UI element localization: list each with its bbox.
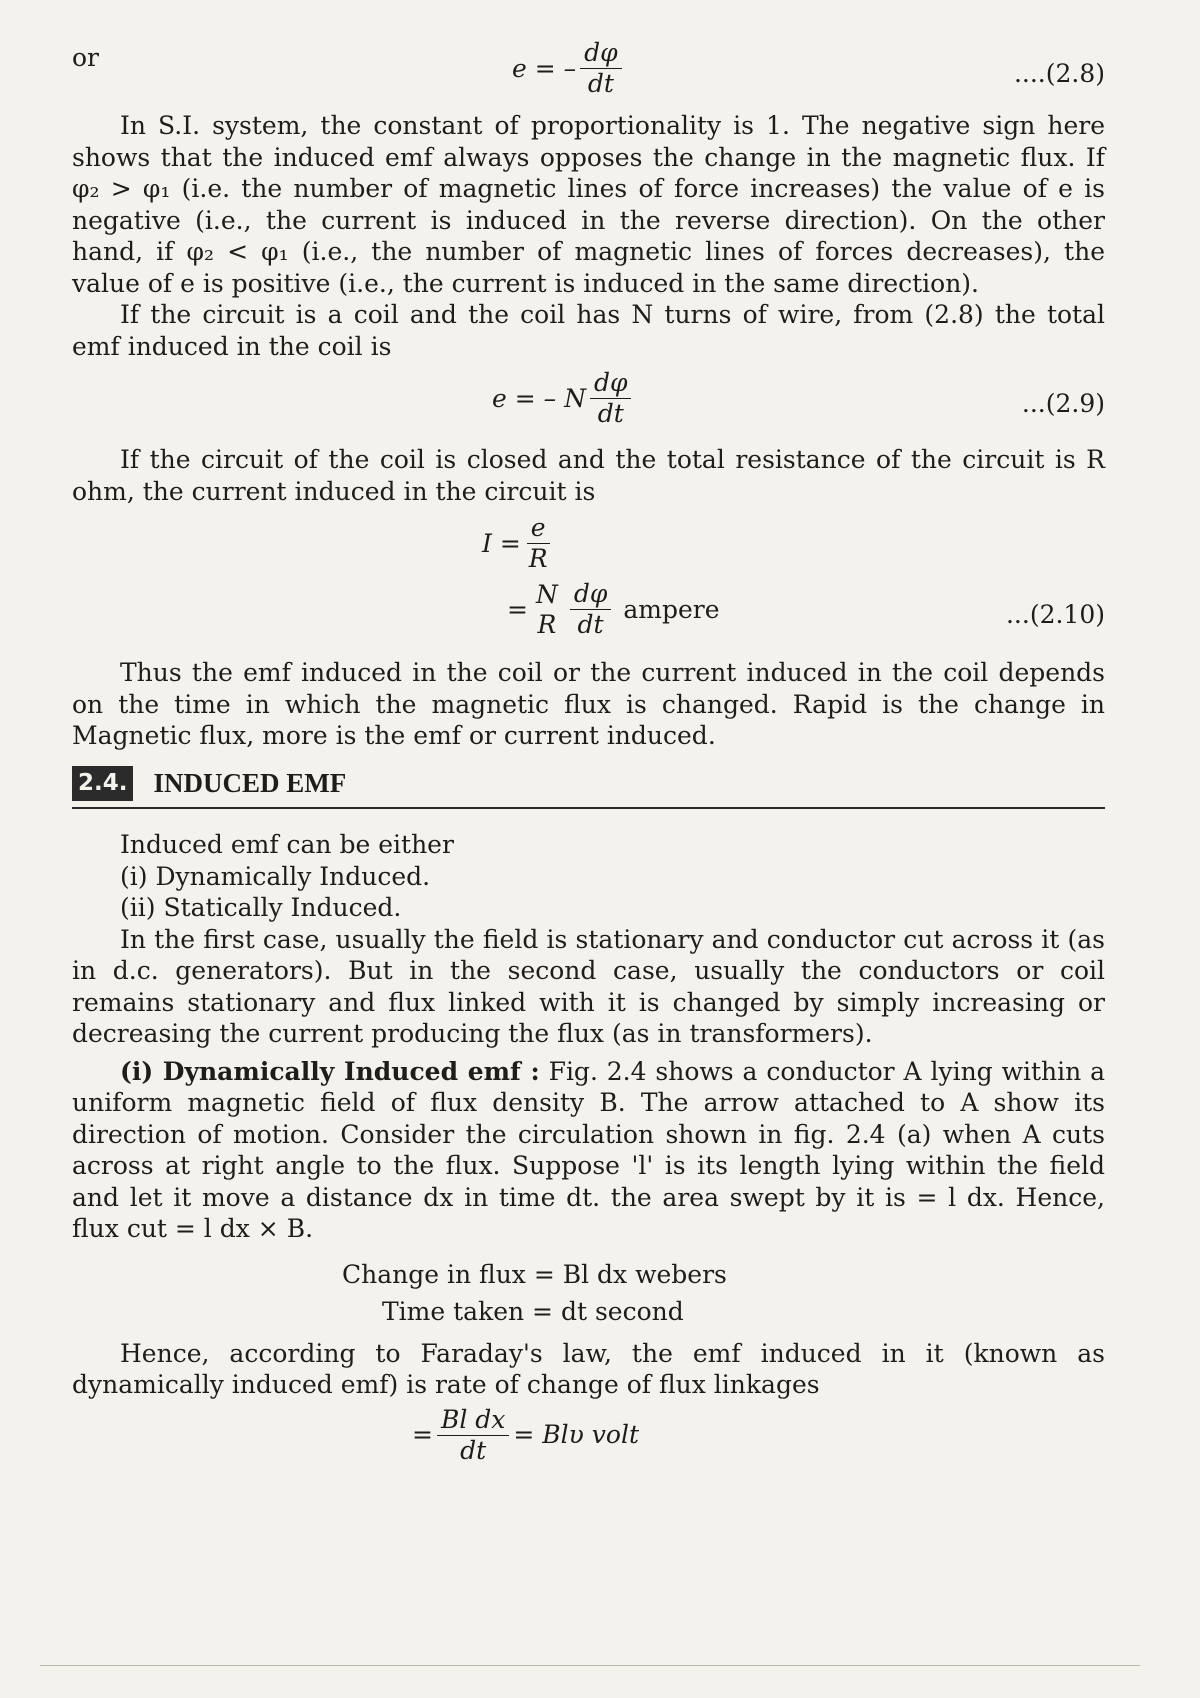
page-bottom-rule (40, 1665, 1140, 1666)
fraction-numerator: Bl dx (437, 1405, 509, 1436)
fraction-numerator: dφ (570, 579, 612, 610)
final-expression (412, 1405, 639, 1466)
current-equation (482, 513, 556, 574)
fraction (590, 368, 632, 429)
equation-2-10-line2 (72, 579, 1105, 651)
paragraph-faraday: Hence, according to Faraday's law, the emf induced in it (known as dynamically induced emf) is rate of change of flux linkages (72, 1338, 1105, 1399)
fraction-denominator: dt (587, 69, 614, 98)
list-intro: Induced emf can be either (120, 830, 454, 859)
paragraph-rapid-change: Thus the emf induced in the coil or the current induced in the coil depends on the time in which the magnetic flux is changed. Rapid is the change in Magnetic flux, more is the emf or current induced. (72, 658, 1105, 750)
fraction-denominator: dt (460, 1435, 487, 1465)
paragraph-cases: In the first case, usually the field is stationary and conductor cut across it (as in d.c. generators). But in the second case, usually the conductors or coil remains stationary and flux linked with it is changed by simply increasing or decreasing the current producing the flux (as in transformers). (72, 924, 1105, 1048)
fraction (580, 38, 622, 99)
equals-sign: = (412, 1420, 433, 1450)
equation-number: ....(2.8) (1013, 59, 1105, 88)
fraction (525, 513, 552, 574)
unit-label: ampere (623, 594, 720, 624)
section-number: 2.4. (72, 766, 133, 802)
fraction-denominator: dt (577, 610, 604, 639)
equation-final (72, 1405, 1105, 1477)
equation-2-9 (72, 368, 1105, 440)
change-in-flux-line: Change in flux = Bl dx webers (342, 1259, 727, 1289)
equation-number: ...(2.9) (1021, 389, 1105, 418)
section-divider (72, 807, 1105, 809)
equation-lhs: e = – (512, 53, 577, 83)
equation-lhs: e = – N (492, 383, 586, 413)
paragraph-body: Fig. 2.4 shows a conductor A lying within a uniform magnetic field of flux density B. The arrow attached to A show its direction of motion. Consider the circulation shown in fig. 2.4 (a) when A cuts across at right angle to the flux. Suppose 'l' is its length lying within the field and let it move a distance dx in time dt. the area swept by it is = l dx. Hence, flux cut = l dx × B. (72, 1056, 1106, 1243)
fraction (532, 580, 562, 640)
fraction-denominator: dt (597, 399, 624, 428)
equation-number: ...(2.10) (1005, 600, 1105, 629)
equation-2-9-expression (492, 368, 635, 429)
list-item-static: (ii) Statically Induced. (120, 893, 402, 922)
fraction (437, 1405, 509, 1466)
current-equation-expanded (507, 579, 720, 640)
final-result: = Blυ volt (513, 1420, 639, 1450)
equation-2-8-expression (512, 38, 626, 99)
fraction-numerator: dφ (590, 368, 632, 399)
paragraph-bold-lead: (i) Dynamically Induced emf : (120, 1056, 540, 1086)
equation-2-8 (72, 38, 1105, 110)
paragraph-coil-turns: If the circuit is a coil and the coil has N turns of wire, from (2.8) the total emf induced in the coil is (72, 300, 1105, 361)
fraction-numerator: e (527, 513, 550, 544)
list-item-dynamic: (i) Dynamically Induced. (120, 861, 431, 891)
equation-lhs: I = (482, 528, 521, 558)
fraction-numerator: dφ (580, 38, 622, 69)
or-word: or (72, 43, 100, 72)
paragraph-negative-sign: In S.I. system, the constant of proportionality is 1. The negative sign here shows that the induced emf always opposes the change in the magnetic flux. If φ₂ > φ₁ (i.e. the number of magnetic lines of force increases) the value of e is negative (i.e., the current is induced in the reverse direction). On the other hand, if φ₂ < φ₁ (i.e., the number of magnetic lines of forces decreases), the value of e is positive (i.e., the current is induced in the same direction). (72, 111, 1105, 298)
equation-2-10-line1 (72, 513, 1105, 579)
fraction-denominator: R (537, 609, 557, 639)
fraction (570, 579, 612, 640)
fraction-numerator: N (535, 579, 558, 609)
time-taken-line: Time taken = dt second (382, 1297, 684, 1326)
paragraph-resistance: If the circuit of the coil is closed and the total resistance of the circuit is R ohm, the current induced in the circuit is (72, 445, 1105, 506)
section-title: INDUCED EMF (153, 767, 347, 798)
equals-sign: = (507, 594, 528, 624)
section-heading (72, 766, 1105, 802)
fraction-denominator: R (528, 544, 548, 573)
paragraph-dynamically-induced (72, 1056, 1105, 1245)
